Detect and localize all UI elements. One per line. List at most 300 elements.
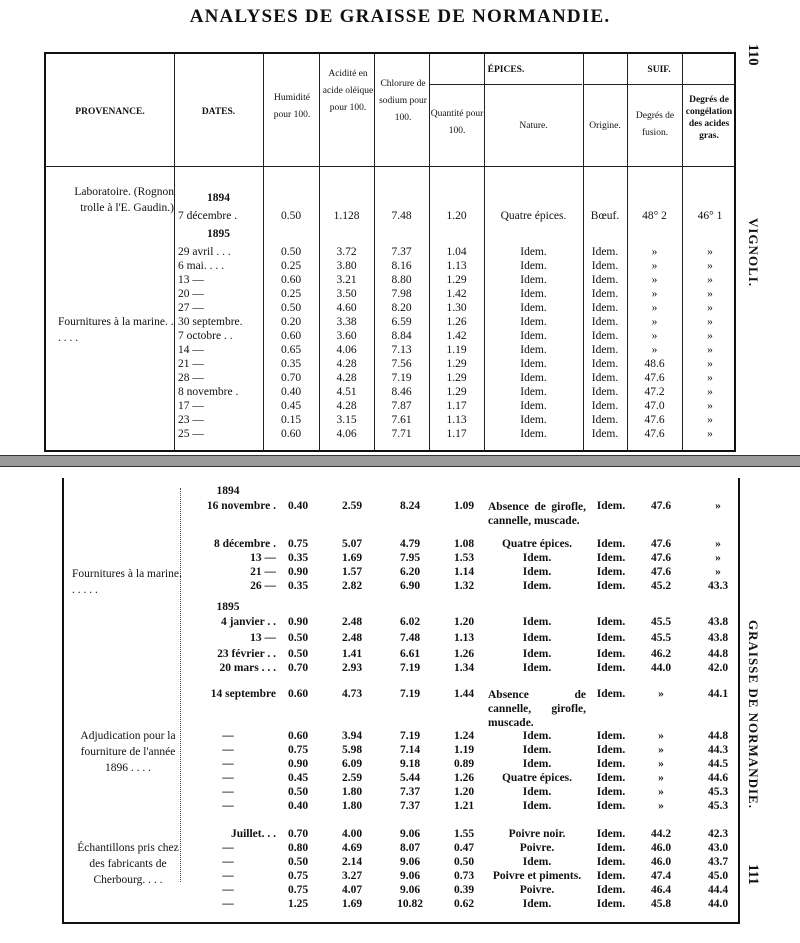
fusion-cell: 45.8	[650, 898, 672, 910]
chlorure-cell: 8.16	[391, 260, 412, 272]
date-cell: —	[222, 856, 234, 868]
fusion-cell: »	[651, 330, 658, 342]
header-chlorure: Chlorure de sodium pour 100.	[379, 79, 427, 123]
fusion-cell: »	[651, 316, 658, 328]
congelation-cell: »	[707, 316, 713, 328]
humidite-cell: 0.50	[287, 648, 309, 660]
chlorure-cell: 5.44	[399, 772, 421, 784]
fusion-cell: »	[658, 786, 664, 798]
acidite-cell: 3.72	[336, 246, 357, 258]
humidite-cell: 0.65	[280, 344, 302, 356]
origine-cell: Idem.	[596, 580, 626, 592]
fusion-cell: 47.6	[644, 414, 665, 426]
acidite-cell: 4.69	[341, 842, 363, 854]
date-cell: —	[222, 772, 234, 784]
humidite-cell: 0.90	[287, 758, 309, 770]
chlorure-cell: 8.24	[399, 500, 421, 512]
acidite-cell: 1.128	[333, 210, 360, 222]
congelation-cell: 44.8	[707, 648, 729, 660]
humidite-cell: 0.40	[280, 386, 302, 398]
origine-cell: Idem.	[591, 414, 619, 426]
chlorure-cell: 6.90	[399, 580, 421, 592]
humidite-cell: 0.90	[287, 616, 309, 628]
quantite-cell: 1.08	[453, 538, 475, 550]
acidite-cell: 1.57	[341, 566, 363, 578]
congelation-cell: »	[707, 288, 713, 300]
quantite-cell: 0.62	[453, 898, 475, 910]
humidite-cell: 0.75	[287, 870, 309, 882]
quantite-cell: 1.30	[446, 302, 467, 314]
congelation-cell: 43.7	[707, 856, 729, 868]
acidite-cell: 1.69	[341, 898, 363, 910]
origine-cell: Idem.	[591, 302, 619, 314]
quantite-cell: 0.39	[453, 884, 475, 896]
chlorure-cell: 7.37	[391, 246, 412, 258]
fusion-cell: 48.6	[644, 358, 665, 370]
date-cell: 14 septembre	[210, 688, 276, 700]
header-origine: Origine.	[589, 121, 621, 131]
acidite-cell: 3.80	[336, 260, 357, 272]
congelation-cell: 44.8	[707, 730, 729, 742]
quantite-cell: 0.73	[453, 870, 475, 882]
page-number-top: 110	[745, 44, 761, 66]
nature-cell: Idem.	[522, 758, 552, 770]
date-cell: 25 —	[178, 428, 204, 440]
quantite-cell: 1.13	[446, 414, 467, 426]
origine-cell: Idem.	[596, 772, 626, 784]
humidite-cell: 0.60	[287, 688, 309, 700]
congelation-cell: »	[715, 552, 721, 564]
acidite-cell: 3.21	[336, 274, 357, 286]
humidite-cell: 0.35	[287, 580, 309, 592]
origine-cell: Idem.	[596, 648, 626, 660]
date-cell: —	[222, 870, 234, 882]
origine-cell: Idem.	[596, 828, 626, 840]
origine-cell: Idem.	[596, 856, 626, 868]
congelation-cell: »	[707, 400, 713, 412]
congelation-cell: 44.3	[707, 744, 729, 756]
chlorure-cell: 9.06	[399, 870, 421, 882]
fusion-cell: 48° 2	[642, 210, 667, 222]
nature-cell: Idem.	[522, 898, 552, 910]
nature-cell: Idem.	[520, 344, 547, 356]
nature-cell: Idem.	[520, 316, 547, 328]
quantite-cell: 1.19	[453, 744, 475, 756]
nature-cell: Idem.	[522, 648, 552, 660]
origine-cell: Idem.	[596, 688, 626, 700]
chlorure-cell: 7.19	[399, 730, 421, 742]
acidite-cell: 4.07	[341, 884, 363, 896]
page-title: ANALYSES DE GRAISSE DE NORMANDIE.	[189, 6, 611, 27]
nature-cell: Poivre noir.	[508, 828, 566, 840]
date-cell: 26 —	[250, 580, 276, 592]
nature-cell: Idem.	[520, 246, 547, 258]
congelation-cell: »	[707, 372, 713, 384]
origine-cell: Idem.	[596, 730, 626, 742]
humidite-cell: 0.25	[280, 260, 302, 272]
origine-cell: Idem.	[591, 246, 619, 258]
date-cell: 20 mars . . .	[219, 662, 276, 674]
header-suif: SUIF.	[647, 65, 671, 75]
group-label: Fournitures à la marine. . . . . .	[58, 316, 174, 344]
nature-cell: Quatre épices.	[501, 772, 573, 784]
chlorure-cell: 9.18	[399, 758, 421, 770]
nature-cell: Idem.	[522, 632, 552, 644]
humidite-cell: 0.20	[280, 316, 302, 328]
fusion-cell: 46.0	[650, 842, 672, 854]
humidite-cell: 0.35	[287, 552, 309, 564]
humidite-cell: 0.15	[280, 414, 302, 426]
humidite-cell: 0.60	[280, 330, 302, 342]
header-epices: ÉPICES.	[487, 65, 525, 75]
chlorure-cell: 7.87	[391, 400, 412, 412]
date-cell: —	[222, 758, 234, 770]
date-cell: 7 octobre . .	[178, 330, 233, 342]
origine-cell: Idem.	[591, 330, 619, 342]
quantite-cell: 1.13	[446, 260, 467, 272]
congelation-cell: 44.4	[707, 884, 729, 896]
nature-cell: Idem.	[520, 414, 547, 426]
nature-cell: Idem.	[522, 580, 552, 592]
origine-cell: Idem.	[596, 632, 626, 644]
nature-cell: Idem.	[522, 566, 552, 578]
humidite-cell: 0.50	[280, 210, 302, 222]
congelation-cell: 45.3	[707, 800, 729, 812]
quantite-cell: 1.20	[453, 786, 475, 798]
fusion-cell: »	[658, 744, 664, 756]
acidite-cell: 4.06	[336, 344, 357, 356]
fusion-cell: 47.6	[644, 372, 665, 384]
fusion-cell: 47.6	[650, 500, 672, 512]
date-cell: 28 —	[178, 372, 204, 384]
chlorure-cell: 7.19	[391, 372, 412, 384]
acidite-cell: 4.28	[336, 358, 357, 370]
side-label-bottom: GRAISSE DE NORMANDIE.	[746, 620, 761, 809]
acidite-cell: 3.94	[341, 730, 363, 742]
congelation-cell: »	[707, 274, 713, 286]
bottom-table	[62, 478, 740, 924]
quantite-cell: 1.19	[446, 344, 467, 356]
nature-cell: Absence de cannelle, girofle, muscade.	[488, 689, 586, 729]
quantite-cell: 1.29	[446, 274, 467, 286]
acidite-cell: 1.80	[341, 786, 363, 798]
date-cell: 8 décembre .	[213, 538, 276, 550]
date-cell: 20 —	[178, 288, 204, 300]
fusion-cell: 46.2	[650, 648, 672, 660]
date-cell: 21 —	[250, 566, 276, 578]
congelation-cell: »	[707, 246, 713, 258]
nature-cell: Idem.	[522, 856, 552, 868]
chlorure-cell: 7.48	[391, 210, 412, 222]
acidite-cell: 3.15	[336, 414, 357, 426]
origine-cell: Idem.	[591, 316, 619, 328]
chlorure-cell: 8.46	[391, 386, 412, 398]
humidite-cell: 0.45	[280, 400, 302, 412]
date-cell: 16 novembre .	[206, 500, 276, 512]
nature-cell: Idem.	[520, 386, 547, 398]
fusion-cell: »	[651, 260, 658, 272]
fusion-cell: »	[651, 302, 658, 314]
humidite-cell: 0.35	[280, 358, 302, 370]
chlorure-cell: 6.61	[399, 648, 421, 660]
date-cell: 4 janvier . .	[220, 616, 276, 628]
quantite-cell: 1.14	[453, 566, 475, 578]
chlorure-cell: 6.20	[399, 566, 421, 578]
quantite-cell: 1.29	[446, 372, 467, 384]
origine-cell: Idem.	[596, 500, 626, 512]
fusion-cell: »	[658, 730, 664, 742]
date-cell: Juillet. . .	[230, 828, 276, 840]
congelation-cell: »	[707, 414, 713, 426]
congelation-cell: 43.8	[707, 616, 729, 628]
chlorure-cell: 9.06	[399, 856, 421, 868]
chlorure-cell: 8.20	[391, 302, 412, 314]
nature-cell: Idem.	[522, 800, 552, 812]
humidite-cell: 0.90	[287, 566, 309, 578]
nature-cell: Idem.	[520, 302, 547, 314]
humidite-cell: 0.40	[287, 500, 309, 512]
date-cell: 13 —	[250, 632, 276, 644]
header-acidite: Acidité en acide oléique pour 100.	[322, 69, 374, 113]
chlorure-cell: 7.37	[399, 800, 421, 812]
date-cell: —	[222, 730, 234, 742]
acidite-cell: 3.38	[336, 316, 357, 328]
congelation-cell: 42.0	[707, 662, 729, 674]
quantite-cell: 1.55	[453, 828, 475, 840]
date-cell: 8 novembre .	[178, 386, 239, 398]
nature-cell: Idem.	[522, 662, 552, 674]
acidite-cell: 4.60	[336, 302, 357, 314]
nature-cell: Poivre et piments.	[492, 870, 582, 882]
origine-cell: Idem.	[591, 400, 619, 412]
date-cell: —	[222, 744, 234, 756]
quantite-cell: 1.42	[446, 330, 467, 342]
fusion-cell: 47.6	[650, 566, 672, 578]
humidite-cell: 0.70	[280, 372, 302, 384]
header-nature: Nature.	[519, 121, 548, 131]
quantite-cell: 1.24	[453, 730, 475, 742]
side-label-top: VIGNOLI.	[746, 218, 761, 288]
nature-cell: Idem.	[520, 400, 547, 412]
origine-cell: Idem.	[596, 786, 626, 798]
chlorure-cell: 7.19	[399, 688, 421, 700]
fusion-cell: »	[651, 288, 658, 300]
nature-cell: Idem.	[520, 260, 547, 272]
fold-gap	[0, 455, 800, 467]
congelation-cell: 42.3	[707, 828, 729, 840]
chlorure-cell: 7.14	[399, 744, 421, 756]
acidite-cell: 3.27	[341, 870, 363, 882]
nature-cell: Absence de girofle, cannelle, muscade.	[488, 501, 586, 527]
nature-cell: Poivre.	[519, 884, 555, 896]
congelation-cell: 45.3	[707, 786, 729, 798]
date-cell: 21 —	[178, 358, 204, 370]
nature-cell: Idem.	[522, 744, 552, 756]
nature-cell: Idem.	[520, 274, 547, 286]
humidite-cell: 0.40	[287, 800, 309, 812]
congelation-cell: 44.6	[707, 772, 729, 784]
quantite-cell: 1.34	[453, 662, 475, 674]
nature-cell: Idem.	[522, 730, 552, 742]
chlorure-cell: 8.07	[399, 842, 421, 854]
header-provenance: PROVENANCE.	[75, 107, 145, 117]
congelation-cell: 44.0	[707, 898, 729, 910]
date-cell: 23 février . .	[217, 648, 276, 660]
fusion-cell: 44.2	[650, 828, 672, 840]
origine-cell: Idem.	[596, 898, 626, 910]
acidite-cell: 4.73	[341, 688, 363, 700]
chlorure-cell: 10.82	[397, 898, 423, 910]
quantite-cell: 1.04	[446, 246, 467, 258]
nature-cell: Idem.	[520, 330, 547, 342]
fusion-cell: 47.2	[644, 386, 665, 398]
congelation-cell: 43.0	[707, 842, 729, 854]
chlorure-cell: 7.95	[399, 552, 421, 564]
header-quantite: Quantité pour 100.	[430, 109, 484, 136]
quantite-cell: 1.09	[453, 500, 475, 512]
acidite-cell: 2.59	[341, 772, 363, 784]
humidite-cell: 1.25	[287, 898, 309, 910]
chlorure-cell: 7.71	[391, 428, 412, 440]
humidite-cell: 0.60	[287, 730, 309, 742]
humidite-cell: 0.80	[287, 842, 309, 854]
date-cell: —	[222, 898, 234, 910]
date-year: 1895	[207, 228, 230, 240]
chlorure-cell: 7.37	[399, 786, 421, 798]
acidite-cell: 5.98	[341, 744, 363, 756]
date-cell: 7 décembre .	[178, 210, 238, 222]
nature-cell: Poivre.	[519, 842, 555, 854]
group-label: Échantillons pris chez des fabricants de Cherbourg. . . .	[77, 842, 179, 886]
origine-cell: Idem.	[596, 616, 626, 628]
origine-cell: Idem.	[591, 358, 619, 370]
quantite-cell: 1.42	[446, 288, 467, 300]
quantite-cell: 0.47	[453, 842, 475, 854]
fusion-cell: 46.4	[650, 884, 672, 896]
origine-cell: Idem.	[596, 662, 626, 674]
fusion-cell: 45.5	[650, 616, 672, 628]
group-label: Laboratoire. (Rognon trolle à l'E. Gaudin.)	[74, 186, 174, 214]
nature-cell: Idem.	[520, 372, 547, 384]
group-label: Fournitures à la marine. . . . . .	[72, 568, 182, 596]
date-year: 1894	[216, 485, 240, 497]
nature-cell: Idem.	[522, 786, 552, 798]
nature-cell: Idem.	[522, 616, 552, 628]
acidite-cell: 3.50	[336, 288, 357, 300]
congelation-cell: 44.1	[707, 688, 729, 700]
origine-cell: Idem.	[591, 260, 619, 272]
acidite-cell: 4.06	[336, 428, 357, 440]
origine-cell: Idem.	[596, 552, 626, 564]
acidite-cell: 4.51	[336, 386, 357, 398]
chlorure-cell: 6.02	[399, 616, 421, 628]
quantite-cell: 1.21	[453, 800, 475, 812]
quantite-cell: 0.50	[453, 856, 475, 868]
congelation-cell: 44.5	[707, 758, 729, 770]
chlorure-cell: 7.13	[391, 344, 412, 356]
chlorure-cell: 7.98	[391, 288, 412, 300]
nature-cell: Idem.	[522, 552, 552, 564]
fusion-cell: »	[651, 246, 658, 258]
header-dates: DATES.	[201, 107, 236, 117]
humidite-cell: 0.50	[287, 856, 309, 868]
quantite-cell: 1.20	[446, 210, 467, 222]
quantite-cell: 1.17	[446, 428, 467, 440]
date-year: 1895	[216, 601, 240, 613]
humidite-cell: 0.60	[280, 428, 302, 440]
acidite-cell: 2.93	[341, 662, 363, 674]
header-humidite: Humidité pour 100.	[273, 93, 311, 120]
congelation-cell: »	[707, 358, 713, 370]
fusion-cell: 44.0	[650, 662, 672, 674]
origine-cell: Idem.	[596, 884, 626, 896]
nature-cell: Idem.	[520, 428, 547, 440]
date-cell: 30 septembre.	[178, 316, 243, 328]
chlorure-cell: 9.06	[399, 828, 421, 840]
humidite-cell: 0.75	[287, 538, 309, 550]
nature-cell: Idem.	[520, 358, 547, 370]
origine-cell: Idem.	[596, 800, 626, 812]
humidite-cell: 0.50	[287, 632, 309, 644]
origine-cell: Idem.	[591, 386, 619, 398]
quantite-cell: 1.32	[453, 580, 475, 592]
quantite-cell: 1.26	[453, 648, 475, 660]
date-year: 1894	[207, 192, 230, 204]
origine-cell: Idem.	[596, 842, 626, 854]
congelation-cell: »	[715, 538, 721, 550]
acidite-cell: 4.28	[336, 400, 357, 412]
fusion-cell: 47.6	[644, 428, 665, 440]
acidite-cell: 3.60	[336, 330, 357, 342]
group-label: Adjudication pour la fourniture de l'année 1896 . . . .	[80, 730, 176, 774]
humidite-cell: 0.60	[280, 274, 302, 286]
quantite-cell: 1.17	[446, 400, 467, 412]
humidite-cell: 0.50	[280, 246, 302, 258]
congelation-cell: 46° 1	[697, 210, 723, 222]
fusion-cell: 46.0	[650, 856, 672, 868]
origine-cell: Idem.	[596, 758, 626, 770]
origine-cell: Idem.	[591, 428, 619, 440]
origine-cell: Idem.	[596, 566, 626, 578]
acidite-cell: 6.09	[341, 758, 363, 770]
fusion-cell: »	[651, 274, 658, 286]
congelation-cell: »	[707, 428, 713, 440]
quantite-cell: 1.20	[453, 616, 475, 628]
quantite-cell: 1.13	[453, 632, 475, 644]
fusion-cell: 45.2	[650, 580, 672, 592]
congelation-cell: 45.0	[707, 870, 729, 882]
date-cell: 13 —	[178, 274, 204, 286]
congelation-cell: 43.8	[707, 632, 729, 644]
humidite-cell: 0.50	[280, 302, 302, 314]
date-cell: —	[222, 842, 234, 854]
humidite-cell: 0.45	[287, 772, 309, 784]
date-cell: 27 —	[178, 302, 204, 314]
humidite-cell: 0.25	[280, 288, 302, 300]
quantite-cell: 1.53	[453, 552, 475, 564]
date-cell: 14 —	[178, 344, 204, 356]
page-number-bottom: 111	[745, 864, 761, 885]
nature-cell: Idem.	[520, 288, 547, 300]
acidite-cell: 2.59	[341, 500, 363, 512]
chlorure-cell: 8.84	[391, 330, 412, 342]
origine-cell: Idem.	[591, 372, 619, 384]
origine-cell: Idem.	[591, 288, 619, 300]
fusion-cell: »	[651, 344, 658, 356]
humidite-cell: 0.75	[287, 884, 309, 896]
fusion-cell: »	[658, 800, 664, 812]
congelation-cell: »	[707, 260, 713, 272]
